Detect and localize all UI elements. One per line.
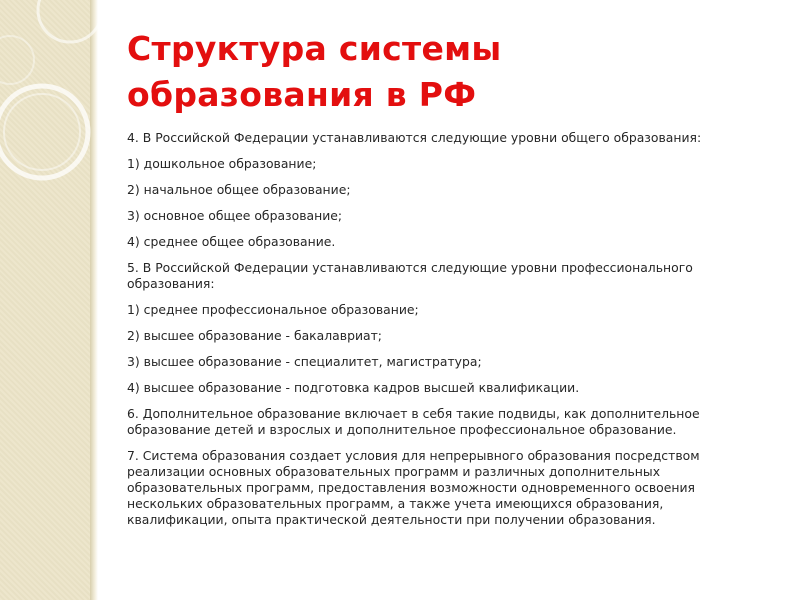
decorative-rings-icon: [0, 0, 110, 200]
slide-title-line-1: Структура системы: [127, 29, 502, 68]
slide-body: [127, 130, 767, 538]
slide-title: [127, 26, 767, 118]
list-item-bachelor: 2) высшее образование - бакалавриат;: [127, 328, 382, 343]
paragraph-additional-education: 6. Дополнительное образование включает в себя такие подвиды, как дополнительное образование детей и взрослых и дополнительное профессиональное образование.: [127, 406, 700, 437]
paragraph-continuous-education: 7. Система образования создает условия для непрерывного образования посредством реализации основных образовательных программ и различных дополнительных образовательных программ, предоставления возможности одновременного освоения нескольких образовательных программ, а также учета имеющихся образования, квалификации, опыта практической деятельности при получении образования.: [127, 448, 700, 527]
slide-title-line-2: образования в РФ: [127, 75, 477, 114]
list-item-specialist-master: 3) высшее образование - специалитет, магистратура;: [127, 354, 482, 369]
list-item-basic-general: 3) основное общее образование;: [127, 208, 343, 223]
list-item-preschool: 1) дошкольное образование;: [127, 156, 317, 171]
list-item-primary-general: 2) начальное общее образование;: [127, 182, 351, 197]
list-item-higher-qualification: 4) высшее образование - подготовка кадров высшей квалификации.: [127, 380, 580, 395]
paragraph-professional-education-levels: 5. В Российской Федерации устанавливаются следующие уровни профессионального образования:: [127, 260, 693, 291]
list-item-secondary-professional: 1) среднее профессиональное образование;: [127, 302, 419, 317]
paragraph-general-education-levels: 4. В Российской Федерации устанавливаются следующие уровни общего образования:: [127, 130, 702, 145]
list-item-secondary-general: 4) среднее общее образование.: [127, 234, 336, 249]
